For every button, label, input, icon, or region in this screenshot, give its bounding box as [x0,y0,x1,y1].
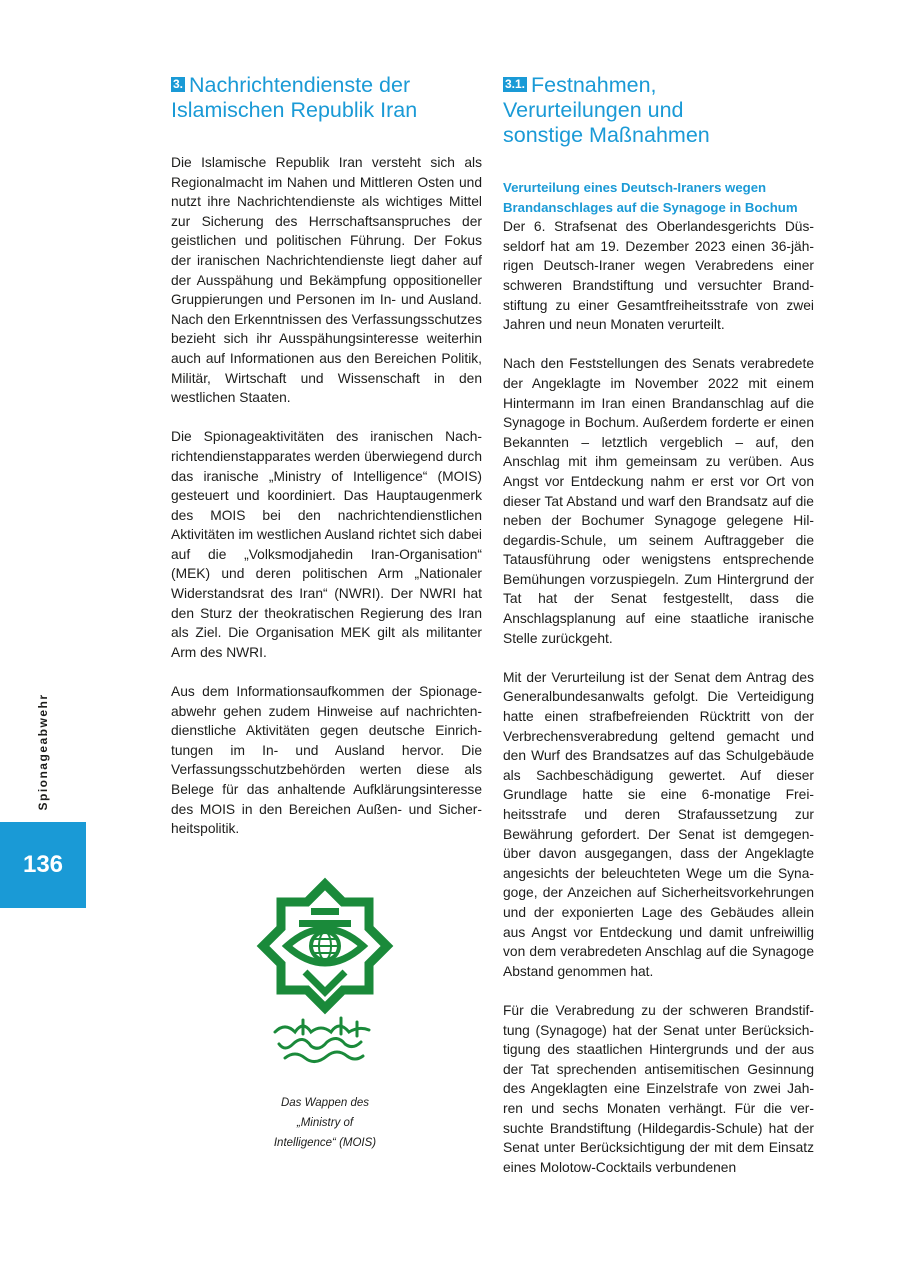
heading-line: sonstige Maßnahmen [503,123,710,147]
section-heading-measures [503,73,814,148]
subheading-line: Brandanschlages auf die Synagoge in Bochum [503,199,798,215]
heading-line: Festnahmen, [531,73,657,97]
body-paragraph: Aus dem Informationsaufkommen der Spionageabwehr gehen zudem Hinweise auf nachrichtendienstliche Aktivitäten gegen deutsche Einrichtungen im In- und Ausland hervor. Die Verfassungsschutzbehörden werten diese als Belege für das anhaltende Aufklärungsinteresse des MOIS in den Bereichen Außen- und Sicherheitspolitik. [171,684,482,837]
body-paragraph: Für die Verabredung zu der schweren Brandstiftung (Synagoge) hat der Senat unter Berücksichtigung des staatlichen Hintergrunds und der aus der Tat sprechenden antisemitischen Gesinnung des Angeklagten eine Einzelstrafe von zwei Jahren und sechs Monaten verhängt. Für die versuchte Brandstiftung (Hildegardis-Schule) hat der Senat unter Berücksichtigung der mit dem Einsatz eines Molotow-Cocktails verbundenen [503,1002,814,1175]
right-column [503,70,814,1197]
body-paragraph: Die Islamische Republik Iran versteht sich als Regionalmacht im Nahen und Mittleren Osten und nutzt ihre Nachrichtendienste als wichtiges Mittel zur Sicherung des Herrschaftsanspruches der geistlichen und politischen Führung. Der Fokus der iranischen Nachrichtendienste liegt daher auf der Ausspähung und Bekämpfung oppositioneller Gruppierungen und Personen im In- und Ausland. Nach den Erkenntnissen des Verfassungsschutzes bezieht sich ihr Ausspähungsinteresse weiterhin auch auf Informationen aus den Bereichen Politik, Militär, Wirtschaft und Wissenschaft in den westlichen Staaten. [171,155,482,406]
caption-line: Intelligence“ (MOIS) [273,1137,377,1149]
caption-line: „Ministry of [296,1117,354,1129]
body-paragraph: Nach den Feststellungen des Senats verabredete der Angeklagte im November 2022 mit einem Hintermann im Iran einen Brandanschlag auf die Synagoge in Bochum. Außerdem forderte er einen Bekannten – letztlich vergeblich – auf, den Anschlag mit ihm gemeinsam zu verüben. Aus Angst vor Entdeckung nahm er erst vor Ort von dieser Tat Abstand und warf den Brandsatz auf die neben der Bochumer Synagoge gelegene Hildegardis-Schule, um seinem Auftraggeber die Tatausführung oder wenigstens entsprechende Bemühungen vorzuspiegeln. Zum Hintergrund der Tat hat der Senat festgestellt, dass die Anschlagsplanung auf eine staatliche iranische Stelle zurückgeht. [503,356,814,646]
section-side-label: Spionageabwehr [36,693,50,811]
left-column [171,70,482,858]
subheading [503,178,814,217]
section-number: 3.1. [505,77,526,91]
figure-caption [240,1093,410,1153]
mois-emblem-icon [245,872,405,1070]
body-paragraph: Der 6. Strafsenat des Oberlandesgerichts Düsseldorf hat am 19. Dezember 2023 einen 36-jährigen Deutsch-Iraner wegen Verabredens einer schweren Brandstiftung und versuchter Brandstiftung zu einer Gesamtfreiheitsstrafe von zwei Jahren und neun Monaten verurteilt. [503,219,814,333]
heading-line: Verurteilungen und [503,98,684,122]
body-paragraph: Die Spionageaktivitäten des iranischen Nachrichtendienstapparates werden überwiegend durch das iranische „Ministry of Intelligence“ (MOIS) gesteuert und koordiniert. Das Hauptaugenmerk des MOIS bei den nachrichtendienstlichen Aktivitäten im westlichen Ausland richtet sich dabei auf die „Volksmodjahedin Iran-Organisation“ (MEK) und deren politischen Arm „Nationaler Widerstandsrat des Iran“ (NWRI). Der NWRI hat den Sturz der theokratischen Regierung des Iran als Ziel. Die Organisation MEK gilt als militanter Arm des NWRI. [171,429,482,660]
page-number-badge [0,822,86,908]
subheading-line: Verurteilung eines Deutsch-Iraners wegen [503,180,767,195]
section-heading-iran [171,73,482,123]
section-number: 3. [173,77,184,91]
heading-line: Islamischen Republik Iran [171,98,418,122]
page-number: 136 [22,851,64,878]
body-paragraph: Mit der Verurteilung ist der Senat dem Antrag des Generalbundesanwalts gefolgt. Die Verteidigung hatte einen strafbefreienden Rücktritt von der Verbrechensverabredung geltend gemacht und den Wurf des Brandsatzes auf das Schulgebäude als Sachbeschädigung gewertet. Auf dieser Grundlage hatte sie eine 6-monatige Freiheitsstrafe und deren Strafaussetzung zur Bewährung gefordert. Der Senat ist demgegenüber davon ausgegangen, dass der Angeklagte angesichts der beleuchteten Wege um die Synagoge, der Anzeichen auf Sicherheitsvorkehrungen und der exponierten Lage des Gebäudes allein aus Angst vor Entdeckung und damit unfreiwillig von dem verabredeten Anschlag auf die Synagoge Abstand genommen hat. [503,669,814,979]
heading-line: Nachrichtendienste der [189,73,411,97]
caption-line: Das Wappen des [280,1097,369,1109]
